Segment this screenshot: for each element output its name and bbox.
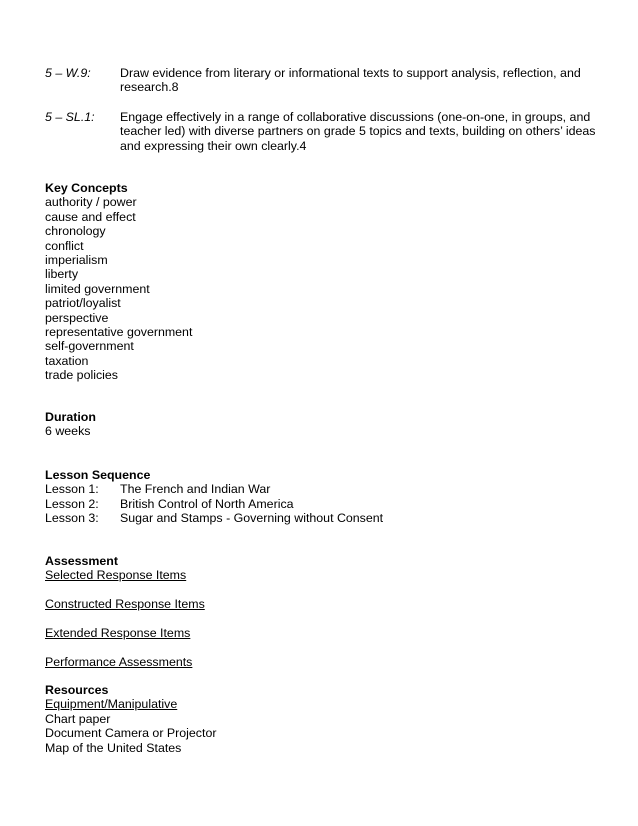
lesson-row bbox=[45, 511, 608, 525]
key-concepts-section bbox=[45, 181, 608, 383]
standard-w9 bbox=[45, 66, 608, 95]
standard-code: 5 – SL.1: bbox=[45, 110, 95, 124]
duration-value: 6 weeks bbox=[45, 424, 91, 439]
concept-item: perspective bbox=[45, 310, 109, 325]
concept-item: cause and effect bbox=[45, 209, 136, 224]
concept-item: chronology bbox=[45, 224, 106, 239]
lesson-title: Sugar and Stamps - Governing without Consent bbox=[120, 511, 384, 526]
concept-item: liberty bbox=[45, 267, 79, 282]
concept-item: limited government bbox=[45, 281, 150, 296]
lesson-label: Lesson 1: bbox=[45, 482, 99, 497]
assessment-section bbox=[45, 554, 608, 669]
resources-section bbox=[45, 683, 608, 755]
concept-item: taxation bbox=[45, 353, 89, 368]
standard-text: Engage effectively in a range of collaborative discussions (one-on-one, in groups, and teacher led) with diverse partners on grade 5 topics and texts, building on others’ ideas and expressing their own clearly.4 bbox=[120, 110, 596, 153]
resource-item: Chart paper bbox=[45, 711, 111, 726]
section-heading: Lesson Sequence bbox=[45, 468, 151, 482]
concept-item: imperialism bbox=[45, 253, 108, 268]
equipment-link[interactable]: Equipment/Manipulative bbox=[45, 697, 178, 712]
lesson-label: Lesson 3: bbox=[45, 511, 99, 526]
performance-assessments-link[interactable]: Performance Assessments bbox=[45, 654, 193, 669]
lesson-row bbox=[45, 482, 608, 496]
constructed-response-link[interactable]: Constructed Response Items bbox=[45, 597, 205, 612]
section-heading: Resources bbox=[45, 683, 109, 697]
lesson-sequence-section bbox=[45, 468, 608, 526]
standard-sl1 bbox=[45, 110, 608, 153]
section-heading: Assessment bbox=[45, 554, 119, 568]
lesson-title: The French and Indian War bbox=[120, 482, 271, 497]
resource-item: Map of the United States bbox=[45, 740, 182, 755]
concept-item: conflict bbox=[45, 238, 84, 253]
extended-response-link[interactable]: Extended Response Items bbox=[45, 626, 191, 640]
lesson-row bbox=[45, 497, 608, 511]
concept-item: patriot/loyalist bbox=[45, 296, 121, 311]
section-heading: Key Concepts bbox=[45, 181, 128, 195]
concept-item: trade policies bbox=[45, 368, 119, 383]
concept-item: authority / power bbox=[45, 195, 137, 210]
resource-item: Document Camera or Projector bbox=[45, 726, 217, 741]
concept-item: self-government bbox=[45, 339, 134, 354]
standard-code: 5 – W.9: bbox=[45, 66, 91, 80]
lesson-title: British Control of North America bbox=[120, 496, 294, 511]
duration-section bbox=[45, 410, 608, 439]
section-heading: Duration bbox=[45, 410, 96, 424]
lesson-label: Lesson 2: bbox=[45, 496, 99, 511]
concept-item: representative government bbox=[45, 325, 193, 340]
standard-text: Draw evidence from literary or informational texts to support analysis, reflection, and research.8 bbox=[120, 66, 581, 95]
selected-response-link[interactable]: Selected Response Items bbox=[45, 568, 187, 583]
